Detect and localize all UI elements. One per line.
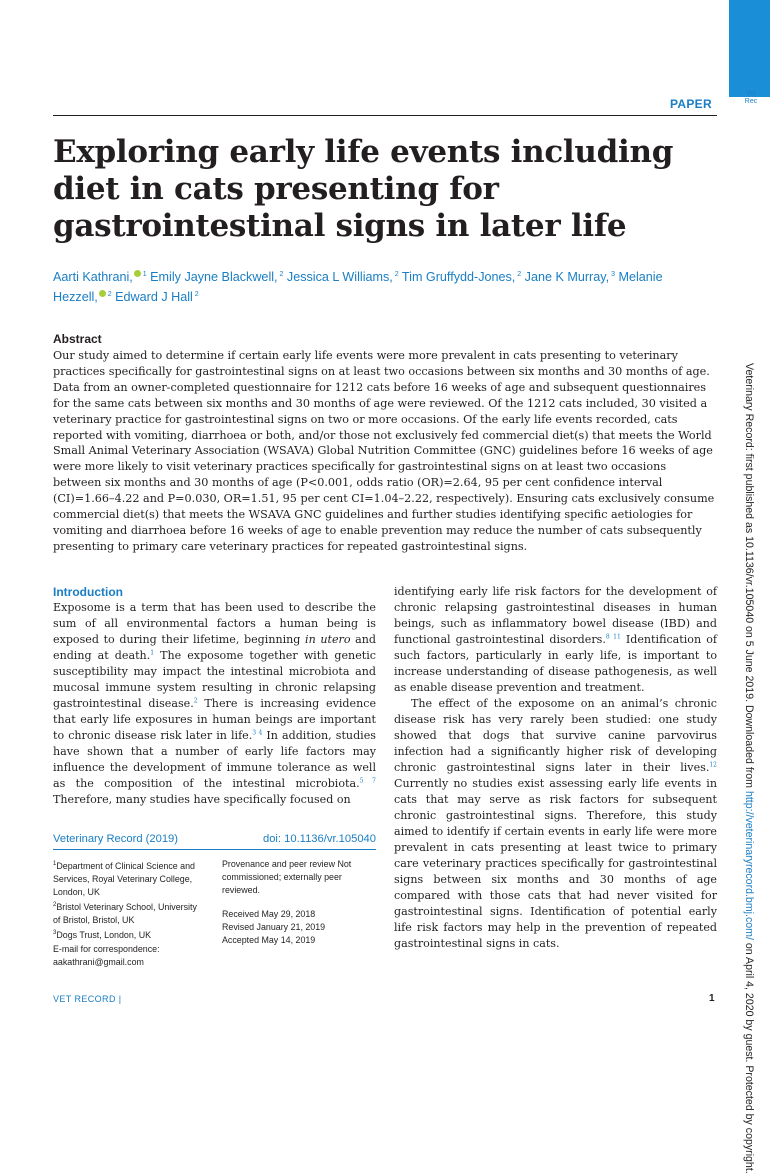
intro-paragraph-1 [53, 600, 376, 808]
author-affiliation-ref: 3 [609, 271, 615, 278]
text-run: The exposome together with genetic susceptibility may impact the intestinal microbiota and mucosal immune system resulting in chronic relapsing gastrointestinal disease. [53, 649, 376, 710]
author-name[interactable]: Emily Jayne Blackwell, [150, 270, 278, 285]
side-note-prefix: Veterinary Record: first published as 10.1136/vr.105040 on 5 June 2019. Downloaded from [743, 363, 755, 791]
journal-rule [53, 849, 376, 850]
side-copyright-note [741, 363, 755, 1174]
journal-corner-tab [729, 0, 770, 97]
affiliation-number: 1 [53, 861, 57, 867]
text-run: Currently no studies exist assessing early life events in cats that may serve as risk factors for subsequent chronic gastrointestinal signs. Therefore, this study aimed to identify if certain events in early life were more prevalent in cats presenting at least twice to primary care veterinary practices specifically for gastrointestinal signs between six months and 30 months of age compared with those cats that had never visited for gastrointestinal signs. Identification of potential early life risk factors may help in the prevention of repeated gastrointestinal signs in cats. [394, 777, 717, 950]
intro-paragraph-1-continued [394, 584, 717, 696]
email-address[interactable]: aakathrani@gmail.com [53, 957, 144, 967]
email-label: E-mail for correspondence: [53, 944, 160, 954]
author-affiliation-ref: 1 [140, 271, 147, 278]
header-rule [53, 115, 717, 116]
left-column [53, 600, 376, 808]
correspondence [53, 943, 203, 969]
author-affiliation-ref: 2 [515, 271, 522, 278]
side-note-link[interactable]: http://veterinaryrecord.bmj.com/ [743, 790, 755, 940]
affiliation-text: Department of Clinical Science and Services, Royal Veterinary College, London, UK [53, 860, 195, 897]
citation-ref[interactable]: 5 7 [359, 777, 376, 785]
text-run: Identification of such factors, particularly in early life, is important to increase understanding of disease pathogenesis, as well as enable disease prevention and treatment. [394, 633, 717, 694]
author-name[interactable]: Edward J Hall [115, 290, 193, 305]
accepted-date: Accepted May 14, 2019 [222, 935, 316, 945]
affiliation-text: Dogs Trust, London, UK [56, 929, 152, 940]
author-name[interactable]: Melanie Hezzell, [53, 270, 663, 305]
italic-term: in utero [305, 633, 351, 646]
author-name[interactable]: Jessica L Williams, [286, 270, 393, 285]
affiliation-number: 3 [53, 929, 57, 936]
text-run: Therefore, many studies have specifically focused on [53, 793, 351, 806]
author-name[interactable]: Jane K Murray, [524, 270, 610, 285]
affiliation-text: Bristol Veterinary School, University of Bristol, Bristol, UK [53, 901, 197, 925]
orcid-icon[interactable] [134, 270, 141, 277]
author-affiliation-ref: 2 [105, 291, 112, 299]
page-number: 1 [709, 993, 715, 1004]
author-affiliation-ref: 2 [277, 271, 284, 278]
author-affiliation-ref: 2 [192, 291, 199, 299]
abstract-heading: Abstract [53, 332, 102, 346]
right-column [394, 584, 717, 952]
affiliation-number: 2 [53, 901, 57, 908]
text-run: and ending at death. [53, 633, 377, 662]
journal-doi[interactable]: doi: 10.1136/vr.105040 [262, 833, 376, 845]
citation-ref[interactable]: 8 11 [605, 633, 621, 641]
text-run: identifying early life risk factors for the development of chronic relapsing gastrointestinal diseases in human beings, such as inflammatory bowel disease (IBD) and functional gastrointestinal disorders. [394, 585, 717, 646]
text-run: Exposome is a term that has been used to describe the sum of all environmental factors a human being is exposed to during their lifetime, beginning [53, 601, 376, 646]
journal-name: Veterinary Record (2019) [53, 833, 178, 845]
intro-paragraph-2 [394, 696, 717, 952]
abstract-text: Our study aimed to determine if certain early life events were more prevalent in cats presenting to veterinary practices specifically for gastrointestinal signs on at least two occasions between six months and 30 months of age. Data from an owner-completed questionnaire for 1212 cats before 16 weeks of age and subsequent questionnaires for the same cats between six months and 30 months of age were reviewed. Of the 1212 cats included, 30 visited a veterinary practice for gastrointestinal signs on two or more occasions. Of the early life events recorded, cats reported with vomiting, diarrhoea or both, and/or those not exclusively fed commercial diet(s) that meets the World Small Animal Veterinary Association (WSAVA) Global Nutrition Committee (GNC) guidelines before 16 weeks of age were more likely to visit veterinary practices specifically for gastrointestinal signs on at least two occasions between six months and 30 months of age (P<0.001, odds ratio (OR)=2.64, 95 per cent confidence interval (CI)=1.66–4.22 and P=0.030, OR=1.51, 95 per cent CI=1.04–2.22, respectively). Ensuring cats exclusively consume commercial diet(s) that meets the WSAVA GNC guidelines and further studies identifying specific aetiologies for vomiting and diarrhoea before 16 weeks of age to enable prevention may reduce the number of cats subsequently presenting to primary care veterinary practices for repeated gastrointestinal signs. [53, 349, 715, 553]
affiliation-item [53, 927, 203, 942]
text-run: In addition, studies have shown that a number of early life factors may influence the development of immune tolerance as well as the composition of the intestinal microbiota. [53, 729, 376, 790]
author-name[interactable]: Aarti Kathrani, [53, 270, 133, 285]
provenance-note: Provenance and peer review Not commissioned; externally peer reviewed. [222, 859, 352, 895]
affiliation-item [53, 899, 203, 927]
section-label: PAPER [670, 97, 712, 111]
article-title: Exploring early life events including diet in cats presenting for gastrointestinal signs in later life [53, 134, 674, 244]
orcid-icon[interactable] [99, 290, 106, 297]
author-name[interactable]: Tim Gruffydd-Jones, [401, 270, 516, 285]
side-note-suffix: on April 4, 2020 by guest. Protected by copyright. [743, 939, 755, 1174]
text-run: There is increasing evidence that early life exposures in human beings are important to chronic disease risk later in life. [53, 697, 377, 742]
journal-corner-label: Vet Rec [744, 90, 758, 105]
citation-ref[interactable]: 1 [150, 649, 155, 657]
citation-ref[interactable]: 3 4 [252, 729, 263, 737]
affiliations [53, 858, 203, 942]
article-dates [222, 908, 372, 947]
received-date: Received May 29, 2018 [222, 909, 316, 919]
citation-ref[interactable]: 12 [709, 761, 717, 769]
revised-date: Revised January 21, 2019 [222, 922, 326, 932]
text-run: The effect of the exposome on an animal’s chronic disease risk has very rarely been studied: one study showed that dogs that survive canine parvovirus infection had a significantly higher risk of developing chronic gastrointestinal signs later in their lives. [394, 697, 717, 774]
footer-journal: VET RECORD | [53, 994, 122, 1004]
author-affiliation-ref: 2 [392, 271, 399, 278]
affiliation-item [53, 858, 203, 899]
introduction-heading: Introduction [53, 585, 123, 599]
citation-ref[interactable]: 2 [193, 697, 198, 705]
author-list [53, 266, 693, 306]
